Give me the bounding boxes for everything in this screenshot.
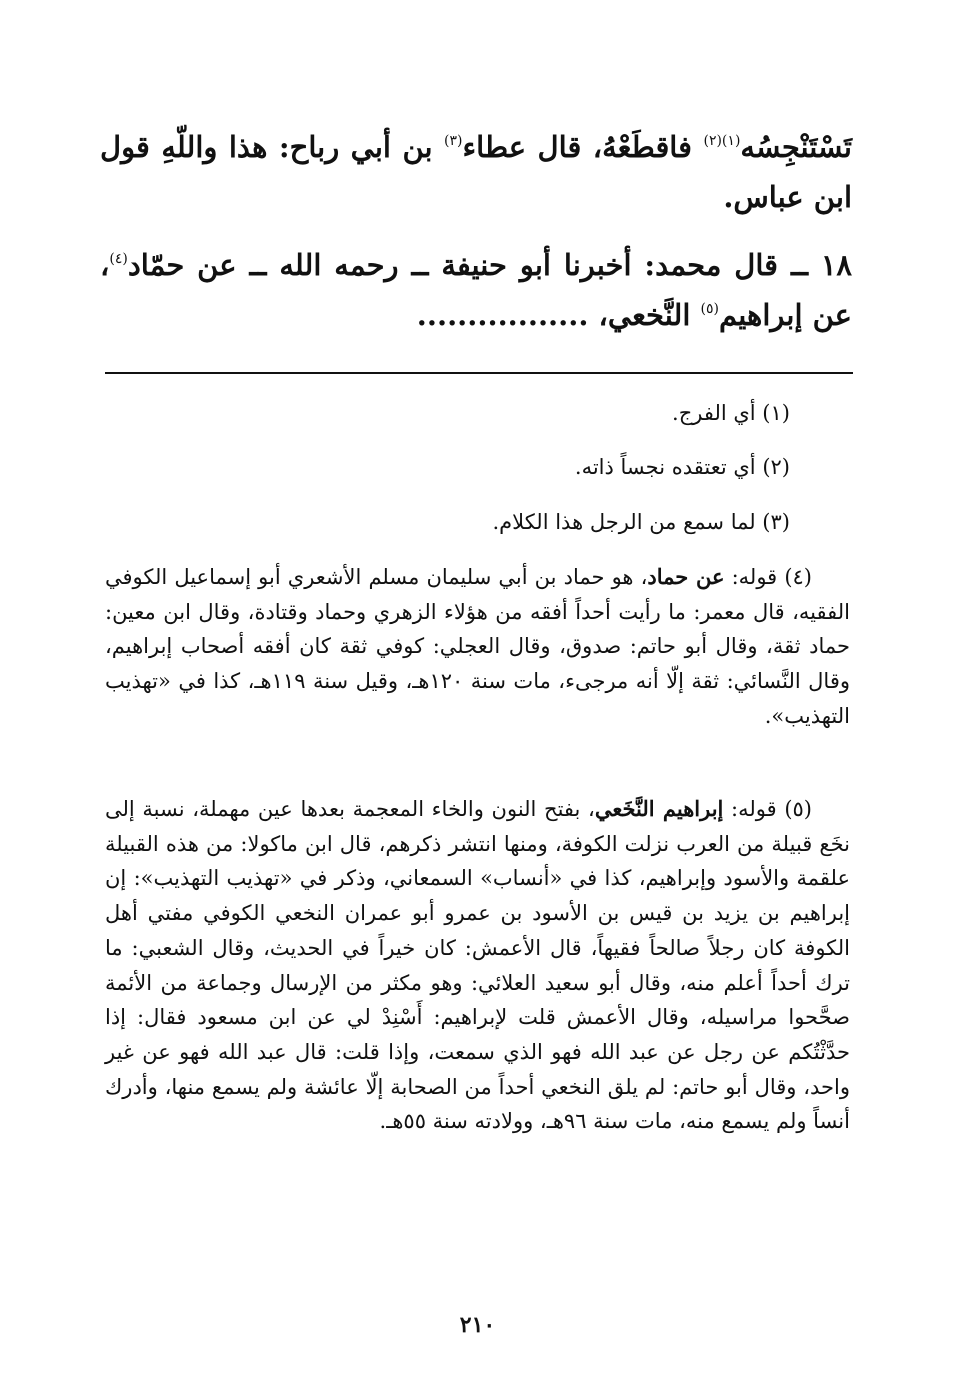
- para1-mid: فاقطَعْهُ، قال عطاء: [462, 130, 704, 164]
- main-paragraph-2: [100, 240, 852, 340]
- footnote-mark-3[interactable]: (٣): [444, 133, 463, 149]
- footnote-2: (٢) أي تعتقده نجساً ذاته.: [574, 455, 790, 479]
- page-number: ٢١٠: [459, 1312, 496, 1338]
- footnote-5-text: ، بفتح النون والخاء المعجمة بعدها عين مهملة، نسبة إلى نخَع قبيلة من العرب نزلت الكوفة، ومنها انتشر ذكرهم، قال ابن ماكولا: من هذه القبيلة علقمة والأسود وإبراهيم، كذا في «أنساب» السمعاني، وذكر في «تهذيب التهذيب»: إن إبراهيم بن يزيد بن قيس بن الأسود بن عمرو أبو عمران النخعي الكوفي مفتي أهل الكوفة كان رجلاً صالحاً فقيهاً، قال الأعمش: كان خيراً في الحديث، وقال الشعبي: ما ترك أحداً أعلم منه، وقال أبو سعيد العلائي: وهو مكثر من الإرسال وجماعة من الأئمة صحَّحوا مراسيله، وقال الأعمش قلت لإبراهيم: أَسْنِدْ لي عن ابن مسعود فقال: إذا حدَّثْتُكم عن رجل عن عبد الله فهو الذي سمعت، وإذا قلت: قال عبد الله فهو عن غير واحد، وقال أبو حاتم: لم يلق النخعي أحداً من الصحابة إلّا عائشة ولم يسمع منها، وأدرك أنساً ولم يسمع منه، مات سنة ٩٦هـ، وولادته سنة ٥٥هـ.: [105, 797, 851, 1134]
- para1-start: تَسْتَنْجِسُه: [740, 130, 852, 164]
- footnote-5-number: (٥) قوله:: [723, 797, 812, 821]
- main-paragraph-1: [100, 122, 852, 222]
- para2-mid: ، عن إبراهيم: [100, 248, 852, 332]
- footnote-mark-4[interactable]: (٤): [109, 251, 128, 267]
- footnote-5: [105, 792, 850, 1139]
- footnote-4-number: (٤) قوله:: [724, 565, 812, 589]
- ellipsis-dots: .................: [416, 298, 589, 332]
- footnote-marks-1-2[interactable]: (١)(٢): [703, 133, 741, 149]
- footnote-separator-rule: [105, 372, 853, 374]
- para1-end: بن أبي رباح: هذا واللّهِ قول ابن عباس.: [100, 130, 852, 214]
- footnote-4-text: ، هو حماد بن أبي سليمان مسلم الأشعري أبو إسماعيل الكوفي الفقيه، قال معمر: ما رأيت أحداً أفقه من هؤلاء الزهري وحماد وقتادة، وقال ابن معين: حماد ثقة، وقال أبو حاتم: صدوق، وقال العجلي: كوفي ثقة كان أفقه أصحاب إبراهيم، وقال النَّسائي: ثقة إلّا أنه مرجىء، مات سنة ١٢٠هـ، وقيل سنة ١١٩هـ، كذا في «تهذيب التهذيب».: [105, 565, 850, 728]
- footnote-3: (٣) لما سمع من الرجل هذا الكلام.: [492, 510, 790, 534]
- footnote-1: (١) أي الفرج.: [672, 401, 790, 425]
- footnote-4: [105, 560, 850, 734]
- footnote-mark-5[interactable]: (٥): [700, 301, 719, 317]
- para2-start: ١٨ ــ قال محمد: أخبرنا أبو حنيفة ــ رحمه الله ــ عن حمّاد: [127, 248, 852, 282]
- footnote-5-lemma: إبراهيم النَّخَعي: [594, 796, 724, 821]
- para2-end: النَّخعي،: [588, 298, 701, 332]
- footnote-4-lemma: عن حماد: [647, 564, 725, 589]
